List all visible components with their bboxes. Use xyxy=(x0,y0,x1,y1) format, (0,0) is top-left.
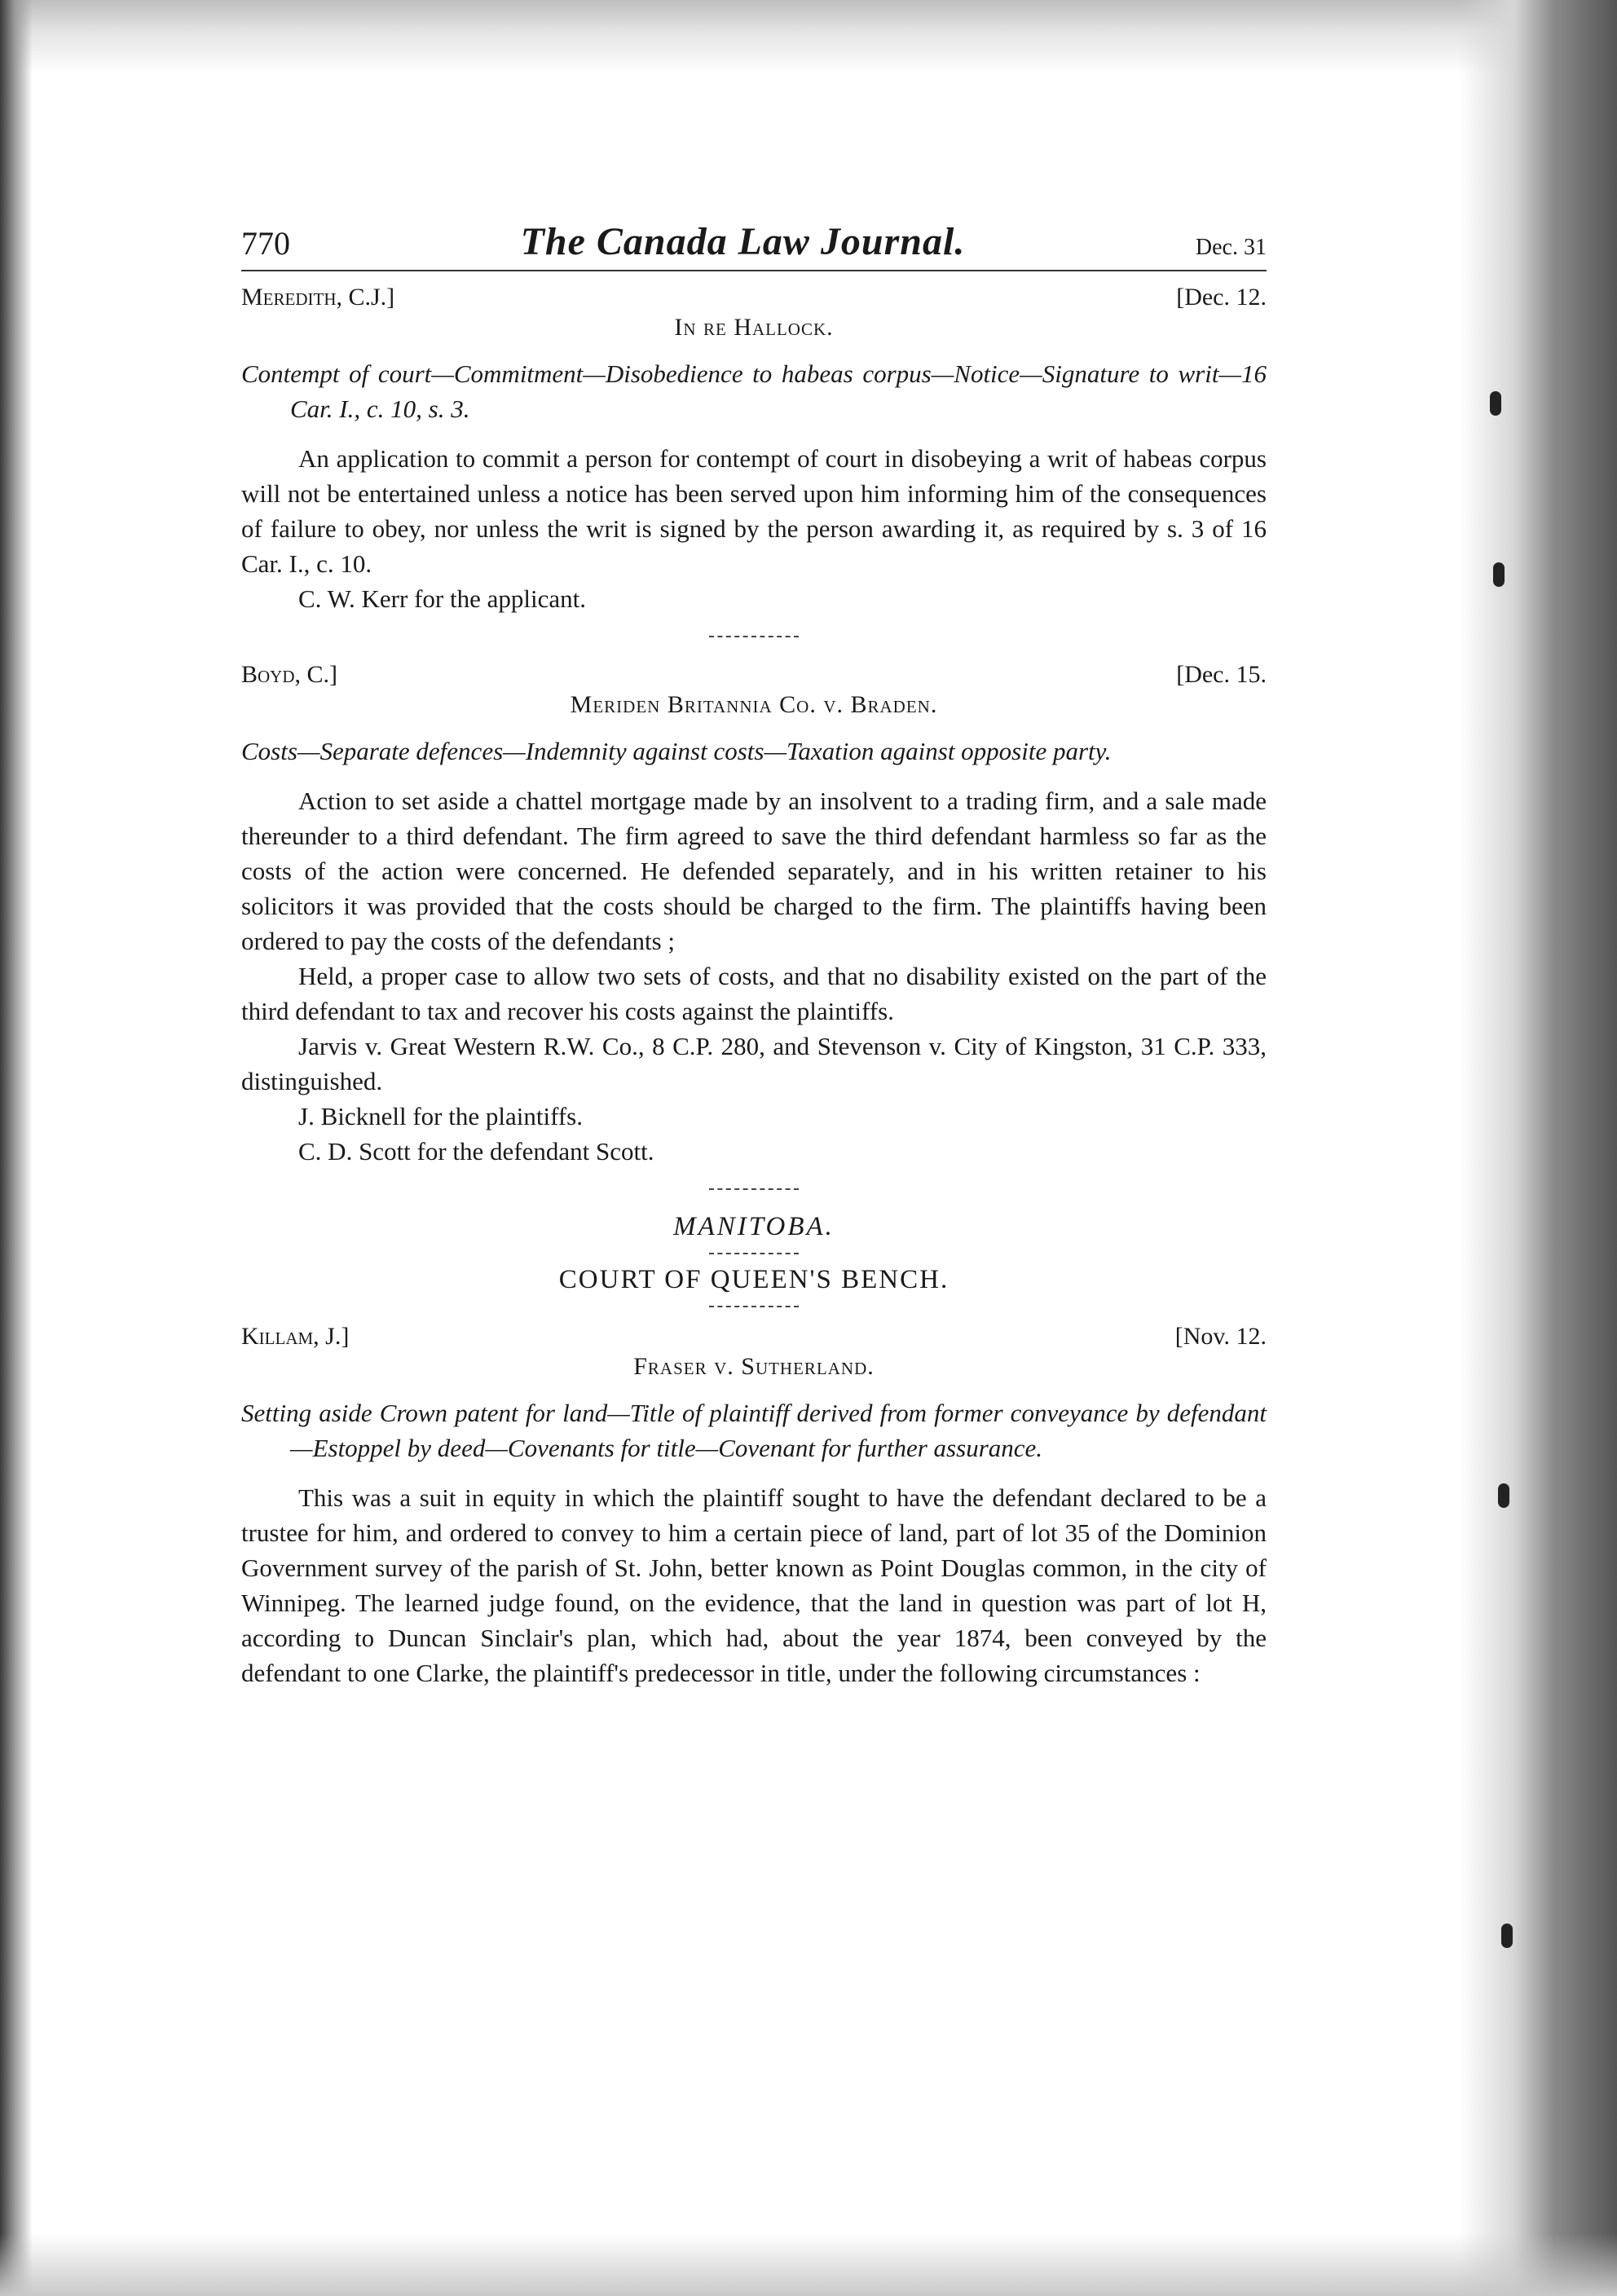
province-heading: MANITOBA. xyxy=(673,1212,835,1241)
case-title: Fraser v. Sutherland. xyxy=(633,1353,875,1380)
running-head xyxy=(241,220,1267,271)
counsel-line: J. Bicknell for the plaintiffs. xyxy=(298,1102,583,1130)
case-paragraph: Action to set aside a chattel mortgage made by an insolvent to a trading firm, and a sale made thereunder to a third defendant. The firm agreed to save the third defendant harmless so far as the costs of the action were concerned. He defended separately, and in his written retainer to his solicitors it was provided that the costs should be charged to the firm. The plaintiffs having been ordered to pay the costs of the defendants ; xyxy=(241,787,1267,955)
case-hallock xyxy=(241,280,1267,616)
case-title: Meriden Britannia Co. v. Braden. xyxy=(570,691,938,718)
case-citation: Jarvis v. Great Western R.W. Co., 8 C.P. 280, and Stevenson v. City of Kingston, 31 C.P. 333, distinguished. xyxy=(241,1032,1267,1095)
case-title: In re Hallock. xyxy=(674,314,834,341)
scan-edge-top xyxy=(0,0,1617,73)
case-fraser xyxy=(241,1319,1267,1690)
court-heading: COURT OF QUEEN'S BENCH. xyxy=(558,1265,949,1294)
decision-date: [Nov. 12. xyxy=(1174,1323,1267,1350)
separator-rule xyxy=(709,1253,799,1254)
judge-name: Killam, J.] xyxy=(241,1323,350,1350)
separator-rule xyxy=(709,1306,799,1307)
scan-edge-left xyxy=(0,0,33,2296)
binding-mark xyxy=(1498,1483,1509,1508)
catchwords: Costs—Separate defences—Indemnity against costs—Taxation against opposite party. xyxy=(241,737,1112,765)
counsel-line: C. W. Kerr for the applicant. xyxy=(298,584,586,613)
case-holding: Held, a proper case to allow two sets of costs, and that no disability existed on the part of the third defendant to tax and recover his costs against the plaintiffs. xyxy=(241,962,1267,1025)
counsel-line: C. D. Scott for the defendant Scott. xyxy=(298,1137,654,1166)
scan-edge-bottom xyxy=(0,2233,1617,2296)
scan-edge-right xyxy=(1459,0,1617,2296)
catchwords: Contempt of court—Commitment—Disobedience to habeas corpus—Notice—Signature to writ—16 Car. I., c. 10, s. 3. xyxy=(241,359,1267,423)
case-meriden xyxy=(241,657,1267,1169)
decision-date: [Dec. 12. xyxy=(1176,284,1267,311)
separator-rule xyxy=(709,636,799,637)
binding-mark xyxy=(1501,1924,1513,1948)
journal-title: The Canada Law Journal. xyxy=(520,220,966,263)
binding-mark xyxy=(1493,562,1505,587)
decision-date: [Dec. 15. xyxy=(1176,661,1267,688)
judge-name: Meredith, C.J.] xyxy=(241,284,395,311)
case-paragraph: This was a suit in equity in which the plaintiff sought to have the defendant declared to be a trustee for him, and ordered to convey to him a certain piece of land, part of lot 35 of the Dominion Government survey of the parish of St. John, better known as Point Douglas common, in the city of Winnipeg. The learned judge found, on the evidence, that the land in question was part of lot H, according to Duncan Sinclair's plan, which had, about the year 1874, been conveyed by the defendant to one Clarke, the plaintiff's predecessor in title, under the following circumstances : xyxy=(241,1483,1267,1687)
catchwords: Setting aside Crown patent for land—Title of plaintiff derived from former conveyance by defendant—Estoppel by deed—Covenants for title—Covenant for further assurance. xyxy=(241,1399,1267,1462)
binding-mark xyxy=(1490,391,1501,416)
judge-name: Boyd, C.] xyxy=(241,661,338,688)
journal-page xyxy=(241,220,1267,1690)
case-paragraph: An application to commit a person for contempt of court in disobeying a writ of habeas corpus will not be entertained unless a notice has been served upon him informing him of the consequences of failure to obey, nor unless the writ is signed by the person awarding it, as required by s. 3 of 16 Car. I., c. 10. xyxy=(241,444,1267,578)
separator-rule xyxy=(709,1188,799,1190)
page-number: 770 xyxy=(241,225,290,262)
issue-date: Dec. 31 xyxy=(1195,235,1267,260)
